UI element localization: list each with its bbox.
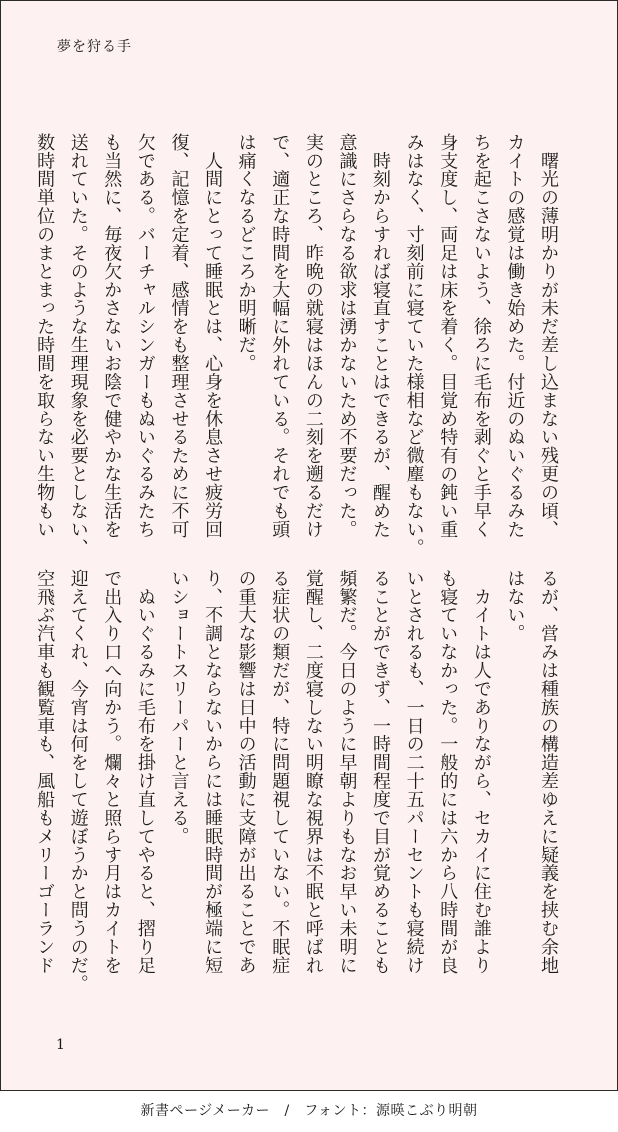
text-line: 迎えてくれ、今宵は何をして遊ぼうかと問うのだ。 xyxy=(67,569,89,993)
text-line: ぬいぐるみに毛布を掛け直してやると、摺り足 xyxy=(134,569,156,975)
text-line: 時刻からすれば寝直すことはできるが、醒めた xyxy=(370,133,392,539)
text-line: る症状の類だが、特に問題視していない。不眠症 xyxy=(269,569,291,975)
text-line: 曙光の薄明かりが未だ差し込まない残更の頃、 xyxy=(538,133,559,539)
text-line: も当然に、毎夜欠かさないお陰で健やかな生活を xyxy=(101,133,123,539)
text-line: 覚醒し、二度寝しない明瞭な視界は不眠と呼ばれ xyxy=(302,569,324,975)
text-line: はない。 xyxy=(504,569,526,643)
page-number: 1 xyxy=(56,1037,65,1053)
text-line: ちを起こさないよう、徐ろに毛布を剥ぐと手早く xyxy=(470,133,492,539)
text-line: で、適正な時間を大幅に外れている。それでも頭 xyxy=(269,133,291,539)
text-block-bottom xyxy=(28,569,566,1009)
text-line: で出入り口へ向かう。爛々と照らす月はカイトを xyxy=(101,569,123,975)
text-line: ることができず、一時間程度で目が覚めることも xyxy=(370,569,392,975)
text-line: るが、営みは種族の構造差ゆえに疑義を挟む余地 xyxy=(538,569,559,975)
text-line: 実のところ、昨晩の就寝はほんの二刻を遡るだけ xyxy=(302,133,324,539)
text-line: は痛くなるどころか明晰だ。 xyxy=(235,133,257,373)
text-line: 頻繁だ。今日のように早朝よりもなお早い未明に xyxy=(336,569,358,975)
text-line: カイトは人でありながら、セカイに住む誰より xyxy=(470,569,492,975)
text-line: 身支度し、両足は床を着く。目覚め特有の鈍い重 xyxy=(437,133,459,539)
text-line: いとされるも、一日の二十五パーセントも寝続け xyxy=(403,569,425,975)
text-line: 数時間単位のまとまった時間を取らない生物もい xyxy=(34,133,56,539)
text-line: みはなく、寸刻前に寝ていた様相など微塵もない。 xyxy=(403,133,425,557)
text-line: り、不調とならないからには睡眠時間が極端に短 xyxy=(202,569,224,975)
text-line: 送れていた。そのような生理現象を必要としない、 xyxy=(67,133,89,557)
text-line: 意識にさらなる欲求は湧かないため不要だった。 xyxy=(336,133,358,539)
text-block-top xyxy=(28,133,566,557)
running-title: 夢を狩る手 xyxy=(57,39,132,55)
text-line: 欠である。バーチャルシンガーもぬいぐるみたち xyxy=(134,133,156,539)
text-line: 空飛ぶ汽車も観覧車も、風船もメリーゴーランド xyxy=(34,569,56,975)
text-line: の重大な影響は日中の活動に支障が出ることであ xyxy=(235,569,257,975)
text-line: いショートスリーパーと言える。 xyxy=(168,569,190,846)
text-line: も寝ていなかった。一般的には六から八時間が良 xyxy=(437,569,459,975)
footer-credit: 新書ページメーカー / フォント：源暎こぶり明朝 xyxy=(140,1103,478,1119)
text-line: カイトの感覚は働き始めた。付近のぬいぐるみた xyxy=(504,133,526,539)
text-line: 復、記憶を定着、感情をも整理させるために不可 xyxy=(168,133,190,539)
text-line: 人間にとって睡眠とは、心身を休息させ疲労回 xyxy=(202,133,224,539)
